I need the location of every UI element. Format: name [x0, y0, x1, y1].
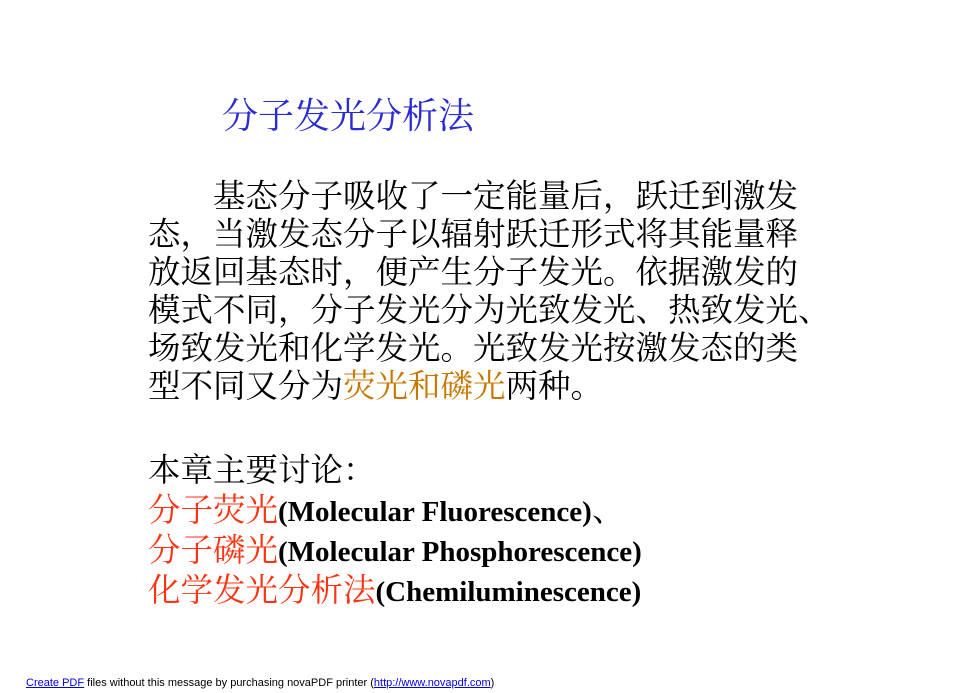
novapdf-url-link[interactable]: http://www.novapdf.com: [373, 677, 491, 689]
topic-item-fluorescence: [148, 490, 642, 530]
page-title: 分子发光分析法: [222, 96, 475, 137]
footer-text-end: ): [490, 677, 495, 689]
paragraph-line: 态，当激发态分子以辐射跃迁形式将其能量释: [148, 215, 799, 253]
topic-en: (Molecular Fluorescence): [278, 496, 592, 528]
topic-cn: 化学发光分析法: [148, 571, 376, 609]
last-line-after: 两种。: [505, 367, 604, 405]
last-line-before: 型不同又分为: [148, 367, 344, 405]
paragraph-line: 基态分子吸收了一定能量后，跃迁到激发: [213, 177, 799, 215]
topic-cn: 分子磷光: [148, 531, 279, 569]
topic-cn: 分子荧光: [148, 491, 279, 529]
topic-suffix: 、: [591, 491, 625, 529]
paragraph-line: 放返回基态时，便产生分子发光。依据激发的: [148, 253, 799, 291]
paragraph-line: 模式不同，分子发光分为光致发光、热致发光、: [148, 291, 831, 329]
topic-item-phosphorescence: [148, 530, 642, 570]
topic-item-chemiluminescence: [148, 570, 642, 610]
highlight-fluorescence-phosphorescence: 荧光和磷光: [343, 367, 506, 405]
topics-heading: 本章主要讨论：: [148, 451, 376, 489]
intro-paragraph: [148, 177, 831, 405]
paragraph-line: 场致发光和化学发光。光致发光按激发态的类: [148, 329, 799, 367]
pdf-footer: [26, 676, 494, 690]
create-pdf-link[interactable]: Create PDF: [26, 677, 85, 689]
paragraph-last-line: [148, 367, 831, 405]
topic-en: (Chemiluminescence): [375, 576, 642, 608]
topic-en: (Molecular Phosphorescence): [278, 536, 642, 568]
topics-list: [148, 450, 642, 610]
footer-text: files without this message by purchasing novaPDF printer (: [84, 677, 374, 689]
